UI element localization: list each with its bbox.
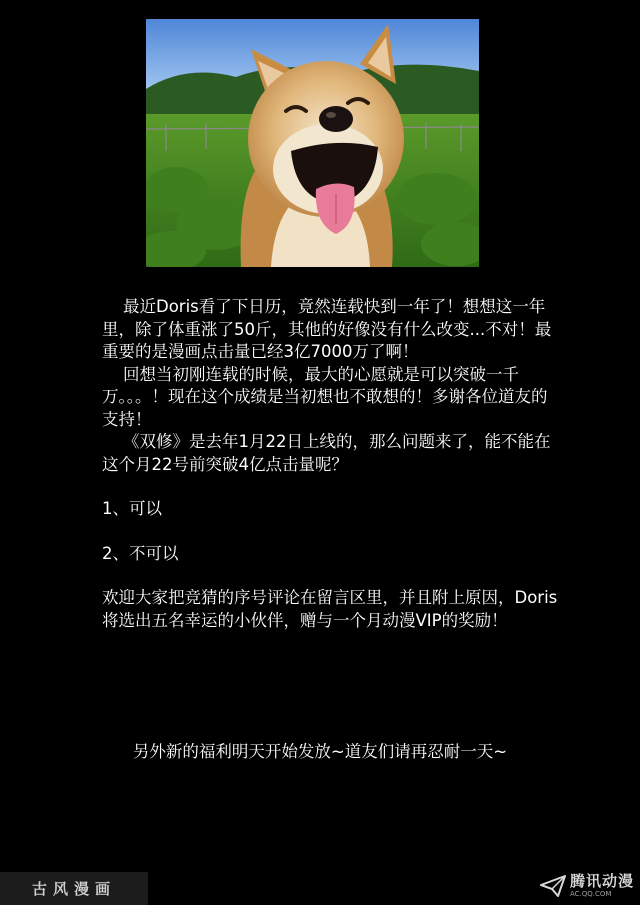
footer-brand-bar [0, 872, 148, 905]
post-paragraph-3: 《双修》是去年1月22日上线的，那么问题来了，能不能在这个月22号前突破4亿点击量呢？ [102, 432, 551, 474]
poll-option-1: 1、可以 [102, 499, 162, 518]
paper-plane-icon [540, 875, 566, 897]
footer-brand-label: 古风漫画 [31, 880, 116, 898]
logo-sub-text: AC.QQ.COM [569, 890, 612, 898]
post-paragraph-1: 最近Doris看了下日历，竟然连载快到一年了！想想这一年里，除了体重涨了50斤，其他的好像没有什么改变...不对！最重要的是漫画点击量已经3亿7000万了啊！ [102, 297, 552, 361]
post-paragraph-2: 回想当初刚连载的时候，最大的心愿就是可以突破一千万。。。！现在这个成绩是当初想也不敢想的！多谢各位道友的支持！ [102, 364, 548, 429]
poll-option-2: 2、不可以 [102, 543, 179, 563]
tencent-comics-logo [540, 868, 634, 904]
dog-photo [146, 19, 479, 267]
smiling-dog-illustration [146, 19, 479, 267]
call-to-action: 欢迎大家把竞猜的序号评论在留言区里，并且附上原因，Doris将选出五名幸运的小伙伴，赠与一个月动漫VIP的奖励！ [102, 588, 558, 630]
logo-main-text: 腾讯动漫 [569, 872, 634, 890]
announcement-post [102, 296, 562, 632]
welfare-notice: 另外新的福利明天开始发放~道友们请再忍耐一天~ [132, 742, 508, 761]
